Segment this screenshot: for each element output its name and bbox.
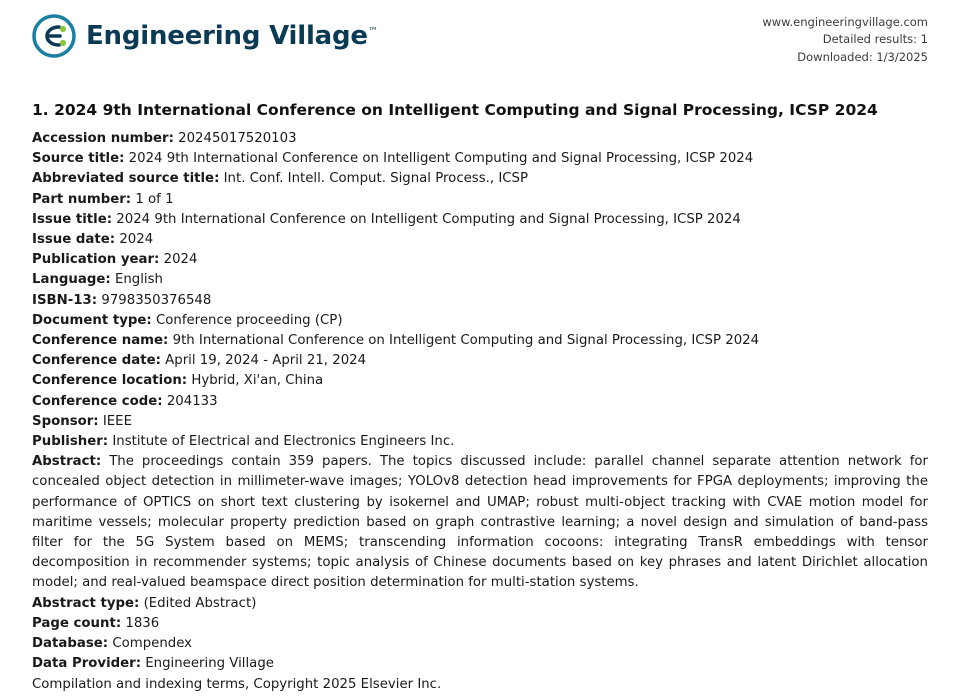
field-value: Institute of Electrical and Electronics Engineers Inc. — [112, 433, 455, 449]
field-issue-title — [32, 210, 928, 230]
field-value: 9798350376548 — [101, 292, 212, 308]
brand — [32, 14, 378, 58]
field-abstract-type — [32, 594, 928, 614]
field-language — [32, 270, 928, 290]
brand-name-text: Engineering Village — [86, 21, 368, 51]
field-data-provider — [32, 654, 928, 674]
website-url: www.engineeringvillage.com — [762, 15, 928, 29]
field-label: Issue date: — [32, 231, 116, 247]
trademark-symbol: ™ — [367, 26, 378, 38]
engineering-village-logo-icon — [32, 14, 76, 58]
field-conference-date — [32, 351, 928, 371]
field-value: Conference proceeding (CP) — [155, 312, 343, 328]
field-page-count — [32, 614, 928, 634]
field-value: 2024 9th International Conference on Intelligent Computing and Signal Processing, ICSP 2024 — [116, 211, 741, 227]
field-label: Conference code: — [32, 393, 163, 409]
field-value: Hybrid, Xi'an, China — [191, 373, 324, 389]
field-label: Document type: — [32, 312, 152, 328]
field-accession-number — [32, 129, 928, 149]
field-database — [32, 634, 928, 654]
document-header — [32, 0, 928, 66]
field-value: 204133 — [166, 393, 218, 409]
field-value: 1836 — [125, 615, 160, 631]
field-abbreviated-source-title — [32, 169, 928, 189]
field-label: Abbreviated source title: — [32, 171, 220, 187]
field-source-title — [32, 149, 928, 169]
field-value: 2024 — [119, 231, 154, 247]
copyright-note: Compilation and indexing terms, Copyright 2025 Elsevier Inc. — [32, 677, 442, 693]
field-label: Conference name: — [32, 332, 169, 348]
field-label: ISBN-13: — [32, 292, 98, 308]
field-conference-location — [32, 371, 928, 391]
field-value: 2024 — [163, 252, 198, 268]
field-value: Int. Conf. Intell. Comput. Signal Process., ICSP — [223, 171, 529, 187]
field-conference-code — [32, 392, 928, 412]
field-value: Compendex — [112, 635, 193, 651]
field-value: Engineering Village — [145, 656, 274, 672]
downloaded-date: Downloaded: 1/3/2025 — [797, 49, 928, 64]
field-label: Database: — [32, 635, 109, 651]
field-label: Abstract: — [32, 454, 102, 470]
record-title: 1. 2024 9th International Conference on Intelligent Computing and Signal Processing, ICSP 2024 — [32, 100, 878, 119]
detailed-results-count: Detailed results: 1 — [822, 32, 928, 47]
record — [32, 100, 928, 696]
field-value: The proceedings contain 359 papers. The topics discussed include: parallel channel separate attention network for concealed object detection in millimeter-wave images; YOLOv8 detection head improvements for FPGA deployments; improving the performance of OPTICS on short text clustering by isokernel and UMAP; robust multi-object tracking with CVAE motion model for maritime vessels; molecular property prediction based on graph contrastive learning; a novel design and simulation of band-pass filter for the 5G System based on MEMS; transcending information cocoons: integrating TransR embeddings with tensor decomposition in recommender systems; topic analysis of Chinese documents based on key phrases and latent Dirichlet allocation model; and real-valued beamspace direct position determination for multi-station systems. — [32, 454, 929, 591]
field-label: Accession number: — [32, 130, 174, 146]
field-publication-year — [32, 250, 928, 270]
field-label: Source title: — [32, 151, 125, 167]
field-value: IEEE — [102, 413, 132, 429]
field-value: 2024 9th International Conference on Intelligent Computing and Signal Processing, ICSP 2024 — [128, 151, 754, 167]
field-value: (Edited Abstract) — [143, 595, 257, 611]
field-document-type — [32, 311, 928, 331]
field-value: 1 of 1 — [135, 191, 174, 207]
field-value: English — [114, 272, 163, 288]
field-label: Conference date: — [32, 353, 161, 369]
brand-name — [86, 21, 378, 51]
field-label: Part number: — [32, 191, 132, 207]
field-abstract — [32, 452, 928, 593]
field-label: Abstract type: — [32, 595, 140, 611]
field-value: April 19, 2024 - April 21, 2024 — [165, 353, 367, 369]
field-sponsor — [32, 412, 928, 432]
field-conference-name — [32, 331, 928, 351]
field-label: Issue title: — [32, 211, 113, 227]
field-label: Page count: — [32, 615, 122, 631]
field-part-number — [32, 190, 928, 210]
field-label: Sponsor: — [32, 413, 99, 429]
field-isbn-13 — [32, 291, 928, 311]
field-label: Publication year: — [32, 252, 160, 268]
field-issue-date — [32, 230, 928, 250]
field-label: Publisher: — [32, 433, 109, 449]
field-label: Data Provider: — [32, 656, 142, 672]
field-value: 20245017520103 — [178, 130, 297, 146]
header-meta — [762, 14, 928, 66]
field-publisher — [32, 432, 928, 452]
field-label: Language: — [32, 272, 111, 288]
field-value: 9th International Conference on Intelligent Computing and Signal Processing, ICSP 2024 — [172, 332, 760, 348]
field-label: Conference location: — [32, 373, 188, 389]
